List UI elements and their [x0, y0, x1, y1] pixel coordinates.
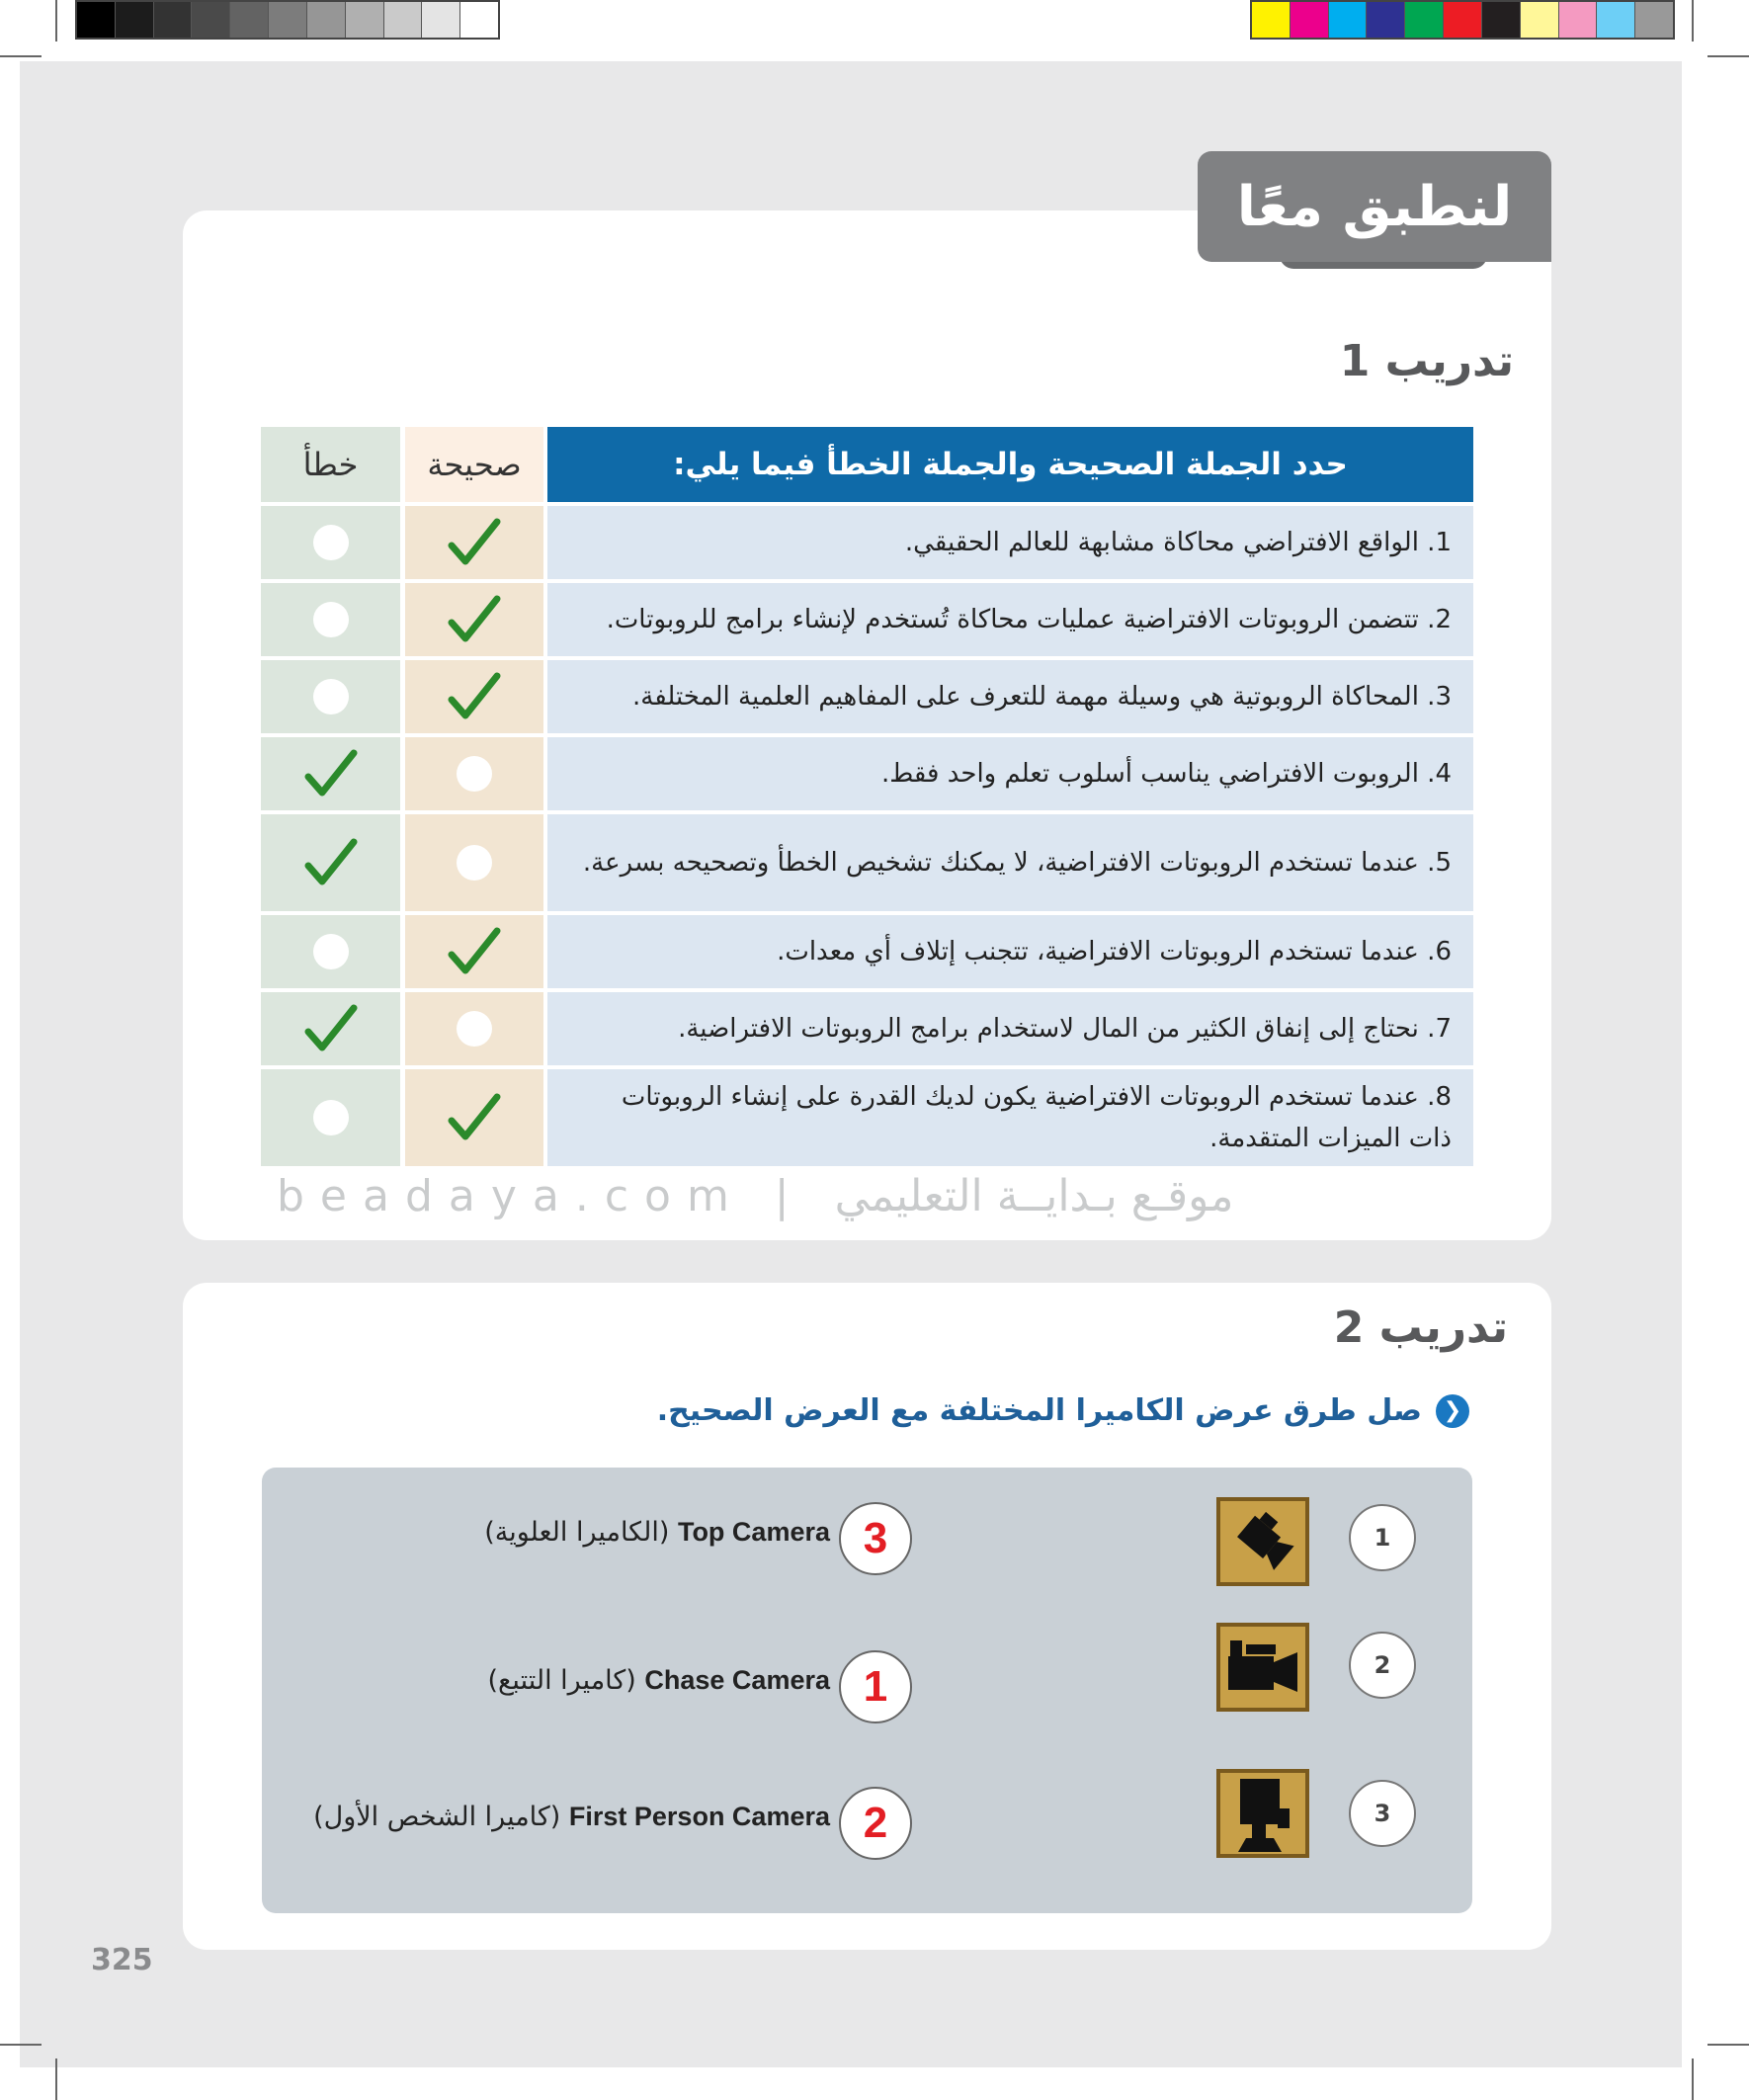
- false-cell[interactable]: [261, 660, 400, 733]
- empty-circle-icon: [313, 934, 349, 969]
- check-mark-icon: [304, 838, 358, 887]
- empty-circle-icon: [313, 1100, 349, 1135]
- true-cell[interactable]: [405, 660, 543, 733]
- chase-camera-icon: [1216, 1497, 1309, 1586]
- table-row: [261, 506, 1473, 579]
- instruction-text: صل طرق عرض الكاميرا المختلفة مع العرض الصحيح.: [656, 1393, 1422, 1428]
- icon-number-3: 3: [1349, 1780, 1416, 1847]
- grayscale-color-bar: [75, 0, 500, 40]
- check-mark-icon: [448, 1093, 501, 1142]
- check-mark-icon: [448, 672, 501, 721]
- statement-cell: [547, 583, 1473, 656]
- true-cell[interactable]: [405, 583, 543, 656]
- crop-mark: [1692, 0, 1694, 42]
- false-cell[interactable]: [261, 583, 400, 656]
- statement-cell: [547, 737, 1473, 810]
- first-person-camera-label: First Person Camera (كاميرا الشخص الأول): [313, 1802, 830, 1832]
- exercise2-heading: تدريب 2: [1333, 1302, 1508, 1353]
- statement-text: 6. عندما تستخدم الروبوتات الافتراضية، تتجنب إتلاف أي معدات.: [777, 937, 1452, 966]
- false-cell[interactable]: [261, 814, 400, 911]
- crop-mark: [0, 55, 42, 57]
- check-mark-icon: [448, 927, 501, 976]
- empty-circle-icon: [313, 679, 349, 714]
- statement-text: 5. عندما تستخدم الروبوتات الافتراضية، لا يمكنك تشخيص الخطأ وتصحيحه بسرعة.: [582, 848, 1452, 878]
- table-row: [261, 660, 1473, 733]
- exercise2-instruction: [657, 1393, 1469, 1428]
- first-person-camera-icon: [1216, 1769, 1309, 1858]
- statement-cell: [547, 506, 1473, 579]
- statement-cell: [547, 1069, 1473, 1166]
- statement-column-header: حدد الجملة الصحيحة والجملة الخطأ فيما يلي:: [547, 427, 1473, 502]
- statement-text: 4. الروبوت الافتراضي يناسب أسلوب تعلم واحد فقط.: [880, 759, 1452, 789]
- table-row: [261, 915, 1473, 988]
- cmyk-color-bar: [1250, 0, 1675, 40]
- table-header: [261, 427, 1473, 502]
- false-cell[interactable]: [261, 1069, 400, 1166]
- top-camera-label: Top Camera (الكاميرا العلوية): [484, 1517, 830, 1548]
- true-cell[interactable]: [405, 992, 543, 1065]
- exercise1-heading: تدريب 1: [1339, 336, 1514, 386]
- statement-cell: [547, 915, 1473, 988]
- table-row: [261, 1069, 1473, 1166]
- check-mark-icon: [304, 1004, 358, 1053]
- statement-cell: [547, 660, 1473, 733]
- empty-circle-icon: [457, 1011, 492, 1047]
- statement-cell: [547, 992, 1473, 1065]
- false-cell[interactable]: [261, 737, 400, 810]
- empty-circle-icon: [457, 845, 492, 881]
- false-cell[interactable]: [261, 506, 400, 579]
- statement-text: 1. الواقع الافتراضي محاكاة مشابهة للعالم الحقيقي.: [904, 528, 1452, 557]
- crop-mark: [1707, 2044, 1749, 2046]
- table-row: [261, 737, 1473, 810]
- true-column-header: صحيحة: [427, 446, 522, 483]
- chase-camera-label: Chase Camera (كاميرا التتبع): [487, 1665, 830, 1696]
- icon-number-1: 1: [1349, 1504, 1416, 1571]
- crop-mark: [55, 0, 57, 42]
- answer-circle-chase-camera[interactable]: 1: [839, 1650, 912, 1723]
- false-cell[interactable]: [261, 992, 400, 1065]
- statement-cell: [547, 814, 1473, 911]
- statement-text: 2. تتضمن الروبوتات الافتراضية عمليات محاكاة تُستخدم لإنشاء برامج للروبوتات.: [606, 605, 1452, 634]
- page-title: لنطبق معًا: [1198, 151, 1551, 262]
- crop-mark: [0, 2044, 42, 2046]
- crop-mark: [1692, 2058, 1694, 2100]
- statement-text: 8. عندما تستخدم الروبوتات الافتراضية يكون لديك القدرة على إنشاء الروبوتات ذات الميزات المتقدمة.: [621, 1082, 1452, 1153]
- check-mark-icon: [448, 595, 501, 644]
- table-row: [261, 992, 1473, 1065]
- chevron-left-icon: ❮: [1436, 1394, 1469, 1428]
- icon-number-2: 2: [1349, 1632, 1416, 1699]
- true-cell[interactable]: [405, 915, 543, 988]
- true-cell[interactable]: [405, 506, 543, 579]
- side-camera-icon: [1216, 1623, 1309, 1712]
- crop-mark: [1707, 55, 1749, 57]
- true-cell[interactable]: [405, 814, 543, 911]
- check-mark-icon: [304, 749, 358, 798]
- answer-circle-first-person-camera[interactable]: 2: [839, 1787, 912, 1860]
- false-cell[interactable]: [261, 915, 400, 988]
- empty-circle-icon: [457, 756, 492, 792]
- site-watermark: beadaya.com | موقـع بـدايــة التعليمي: [277, 1171, 1234, 1221]
- page-number: 325: [91, 1943, 153, 1977]
- check-mark-icon: [448, 518, 501, 567]
- table-row: [261, 814, 1473, 911]
- answer-circle-top-camera[interactable]: 3: [839, 1502, 912, 1575]
- crop-mark: [55, 2058, 57, 2100]
- statement-text: 3. المحاكاة الروبوتية هي وسيلة مهمة للتعرف على المفاهيم العلمية المختلفة.: [632, 682, 1452, 712]
- true-cell[interactable]: [405, 1069, 543, 1166]
- false-column-header: خطأ: [302, 446, 359, 483]
- table-row: [261, 583, 1473, 656]
- empty-circle-icon: [313, 602, 349, 637]
- matching-panel: [262, 1468, 1472, 1913]
- statement-text: 7. نحتاج إلى إنفاق الكثير من المال لاستخدام برامج الروبوتات الافتراضية.: [678, 1014, 1452, 1044]
- empty-circle-icon: [313, 525, 349, 560]
- true-cell[interactable]: [405, 737, 543, 810]
